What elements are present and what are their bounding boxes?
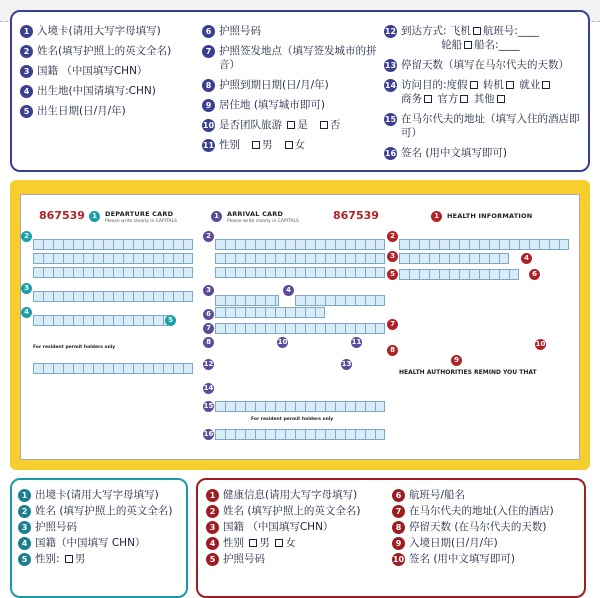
arrival-name-row[interactable] <box>215 267 385 278</box>
checkbox[interactable] <box>460 95 468 103</box>
checkbox[interactable] <box>65 555 73 563</box>
health-passport-row[interactable] <box>399 269 519 280</box>
marker-1: 1 <box>89 211 100 222</box>
marker-5: 5 <box>165 315 176 326</box>
legend-item: 7 在马尔代夫的地址(入住的酒店) <box>392 504 582 518</box>
checkbox[interactable] <box>320 121 328 129</box>
arrival-issue-row[interactable] <box>215 323 385 334</box>
marker-9: 9 <box>451 355 462 366</box>
marker-11: 11 <box>351 338 362 346</box>
arrival-resident-label: For resident permit holders only <box>251 417 334 422</box>
departure-nationality-row[interactable] <box>33 315 168 326</box>
health-legend-box <box>196 478 586 598</box>
health-legend-col-2 <box>392 488 582 568</box>
checkbox[interactable] <box>542 81 550 89</box>
arrival-passport-row[interactable] <box>215 307 325 318</box>
legend-item: 16 签名 (用中文填写即可) <box>384 147 508 159</box>
marker-6: 6 <box>203 309 214 320</box>
legend-item: 8 停留天数 (在马尔代夫的天数) <box>392 520 582 534</box>
arrival-name-row[interactable] <box>215 253 385 264</box>
health-title: HEALTH INFORMATION <box>447 212 533 220</box>
departure-subtitle: Please write clearly in CAPITALS <box>105 219 177 224</box>
departure-legend-box <box>10 478 188 598</box>
legend-item: 3 国籍 （中国填写CHN） <box>20 64 190 78</box>
legend-item: 7 护照签发地点（填写签发城市的拼音） <box>202 44 377 72</box>
health-legend-col-1 <box>206 488 386 568</box>
legend-item: 9 入境日期(日/月/年) <box>392 536 582 550</box>
departure-resident-label: For resident permit holders only <box>33 345 116 350</box>
legend-item: 2 姓名 (填写护照上的英文全名) <box>18 504 188 518</box>
legend-item: 12 到达方式: 飞机 航班号:____ 轮船 船名:____ <box>384 25 539 51</box>
legend-item: 4 性别 男 女 <box>206 536 386 550</box>
legend-item: 6 护照号码 <box>202 24 377 38</box>
legend-item: 13 停留天数（填写在马尔代夫的天数） <box>384 59 569 71</box>
marker-4: 4 <box>521 253 532 264</box>
marker-8: 8 <box>203 337 214 348</box>
health-nationality-row[interactable] <box>399 253 509 264</box>
legend-item: 5 护照号码 <box>206 552 386 566</box>
marker-13: 13 <box>341 360 352 368</box>
arrival-legend-box <box>10 10 590 172</box>
legend-item: 1 入境卡(请用大写字母填写) <box>20 24 190 38</box>
legend-item: 3 国籍 （中国填写CHN） <box>206 520 386 534</box>
checkbox[interactable] <box>287 121 295 129</box>
marker-16: 16 <box>203 430 214 438</box>
checkbox[interactable] <box>424 95 432 103</box>
checkbox[interactable] <box>252 141 260 149</box>
checkbox[interactable] <box>473 27 481 35</box>
departure-legend <box>18 488 188 568</box>
marker-4: 4 <box>283 285 294 296</box>
legend-item: 14 访问目的:度假 转机 就业 商务 官方 其他 <box>384 78 584 106</box>
checkbox[interactable] <box>249 539 257 547</box>
departure-name-row[interactable] <box>33 239 193 250</box>
marker-3: 3 <box>21 283 32 294</box>
marker-1: 1 <box>431 211 442 222</box>
arrival-subtitle: Please write clearly in CAPITALS <box>227 219 299 224</box>
legend-item: 4 出生地(中国请填写:CHN) <box>20 84 190 98</box>
arrival-address-row[interactable] <box>215 401 385 412</box>
legend-item: 2 姓名 (填写护照上的英文全名) <box>206 504 386 518</box>
legend-item: 5 出生日期(日/月/年) <box>20 104 190 118</box>
arrival-name-row[interactable] <box>215 239 385 250</box>
marker-7: 7 <box>203 323 214 334</box>
departure-card-number: 867539 <box>39 209 85 222</box>
legend-item: 1 出境卡(请用大写字母填写) <box>18 488 188 502</box>
arrival-signature-row[interactable] <box>215 429 385 440</box>
arrival-field[interactable] <box>295 295 385 306</box>
marker-12: 12 <box>203 360 214 368</box>
legend-col-3 <box>384 24 584 166</box>
arrival-title: ARRIVAL CARD <box>227 210 284 218</box>
health-remind: HEALTH AUTHORITIES REMIND YOU THAT <box>399 369 537 376</box>
legend-item: 1 健康信息(请用大写字母填写) <box>206 488 386 502</box>
legend-item: 4 国籍（中国填写 CHN） <box>18 536 188 550</box>
legend-item: 11 性别 男 女 <box>202 139 306 151</box>
legend-item: 2 姓名(填写护照上的英文全名) <box>20 44 190 58</box>
checkbox[interactable] <box>464 41 472 49</box>
departure-passport-row[interactable] <box>33 291 193 302</box>
marker-10: 10 <box>535 340 546 348</box>
marker-3: 3 <box>387 251 398 262</box>
marker-4: 4 <box>21 307 32 318</box>
legend-item: 8 护照到期日期(日/月/年) <box>202 78 377 92</box>
marker-1: 1 <box>211 211 222 222</box>
legend-item: 6 航班号/船名 <box>392 488 582 502</box>
departure-resident-row[interactable] <box>33 363 193 374</box>
marker-6: 6 <box>529 269 540 280</box>
departure-title: DEPARTURE CARD <box>105 210 174 218</box>
entry-card <box>20 194 580 460</box>
checkbox[interactable] <box>285 141 293 149</box>
legend-item: 9 居住地 (填写城市即可) <box>202 98 377 112</box>
legend-item: 5 性别: 男 <box>18 552 188 566</box>
checkbox[interactable] <box>497 95 505 103</box>
departure-name-row[interactable] <box>33 267 193 278</box>
legend-col-1 <box>20 24 190 124</box>
legend-item: 10 是否团队旅游 是 否 <box>202 119 341 131</box>
legend-item: 3 护照号码 <box>18 520 188 534</box>
checkbox[interactable] <box>506 81 514 89</box>
arrival-card-number: 867539 <box>333 209 379 222</box>
legend-item: 10 签名 (用中文填写即可) <box>392 553 516 565</box>
marker-10: 10 <box>277 338 288 346</box>
departure-name-row[interactable] <box>33 253 193 264</box>
marker-7: 7 <box>387 319 398 330</box>
legend-item: 15 在马尔代夫的地址（填写入住的酒店即可） <box>384 113 580 139</box>
marker-14: 14 <box>203 384 214 392</box>
health-name-row[interactable] <box>399 239 569 250</box>
marker-15: 15 <box>203 402 214 410</box>
marker-2: 2 <box>21 231 32 242</box>
marker-8: 8 <box>387 345 398 356</box>
marker-2: 2 <box>387 231 398 242</box>
marker-5: 5 <box>387 269 398 280</box>
arrival-field[interactable] <box>215 295 279 306</box>
checkbox[interactable] <box>470 81 478 89</box>
checkbox[interactable] <box>275 539 283 547</box>
legend-col-2 <box>202 24 377 158</box>
marker-2: 2 <box>203 231 214 242</box>
marker-3: 3 <box>203 285 214 296</box>
